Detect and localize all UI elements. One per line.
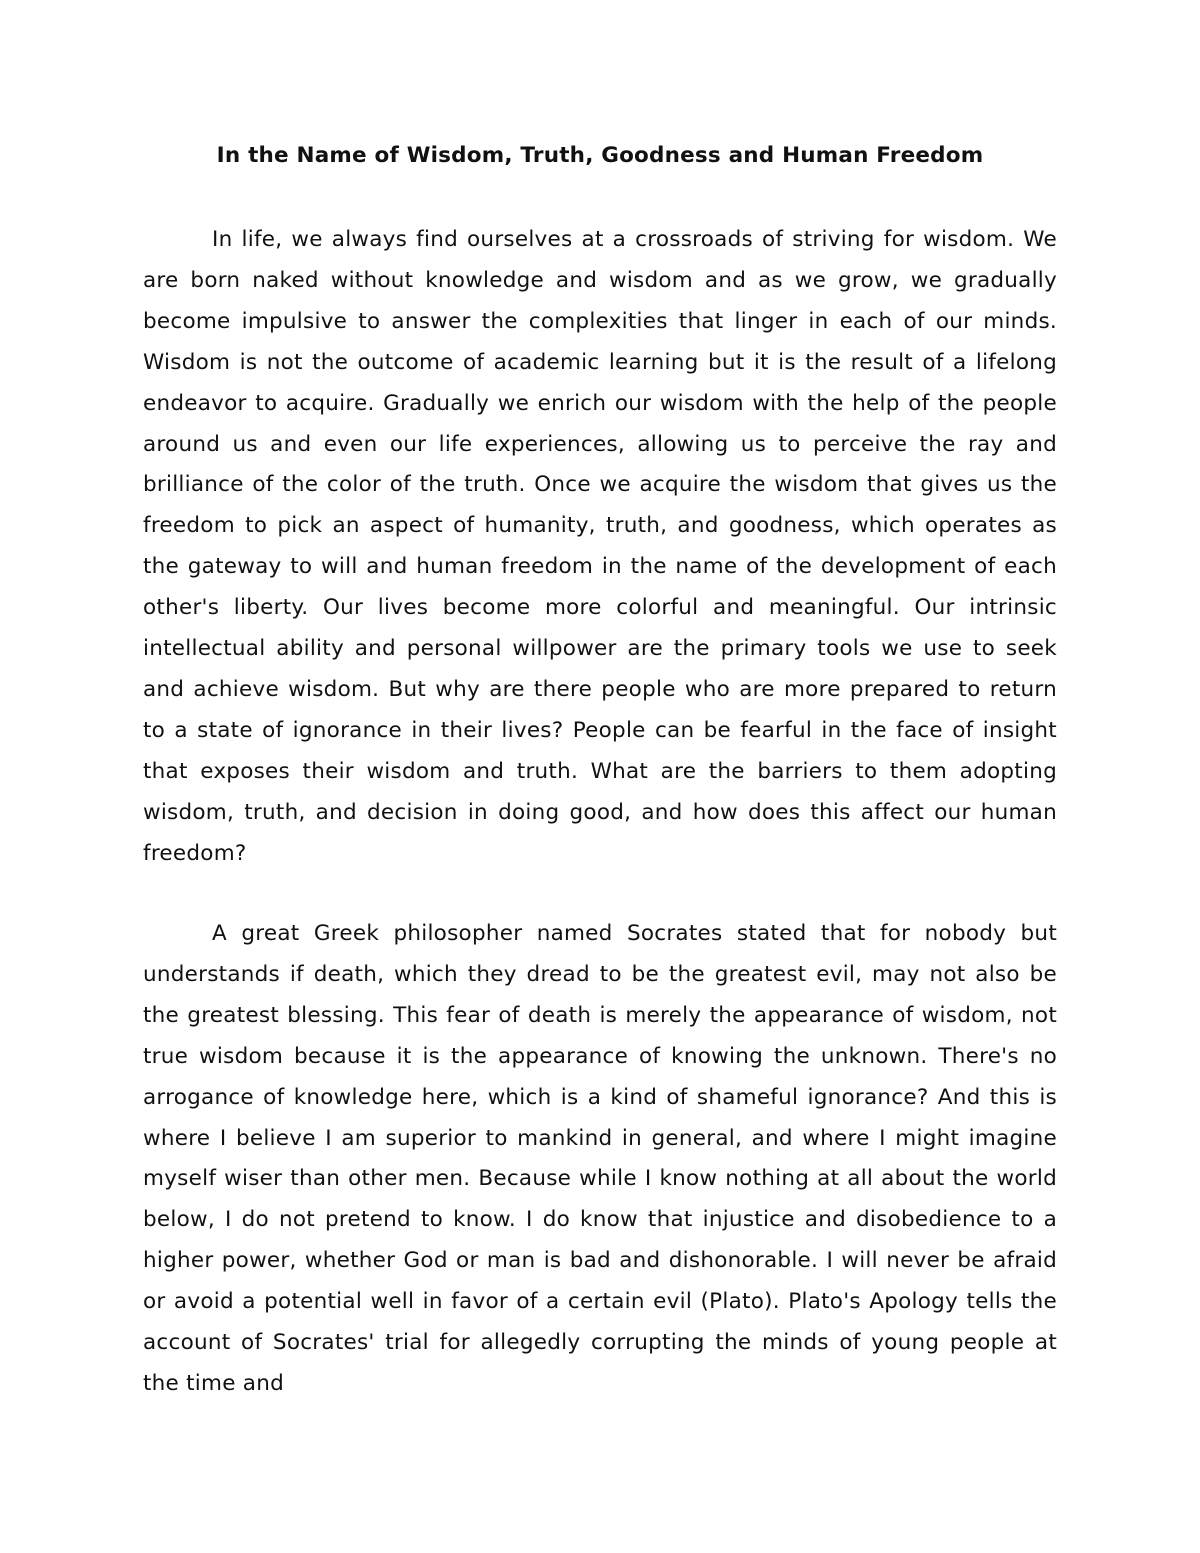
document-title: In the Name of Wisdom, Truth, Goodness and Human Freedom xyxy=(216,143,984,168)
paragraph-intro: In life, we always find ourselves at a crossroads of striving for wisdom. We are born naked without knowledge and wisdom and as we grow, we gradually become impulsive to answer the complexities that linger in each of our minds. Wisdom is not the outcome of academic learning but it is the result of a lifelong endeavor to acquire. Gradually we enrich our wisdom with the help of the people around us and even our life experiences, allowing us to perceive the ray and brilliance of the color of the truth. Once we acquire the wisdom that gives us the freedom to pick an aspect of humanity, truth, and goodness, which operates as the gateway to will and human freedom in the name of the development of each other's liberty. Our lives become more colorful and meaningful. Our intrinsic intellectual ability and personal willpower are the primary tools we use to seek and achieve wisdom. But why are there people who are more prepared to return to a state of ignorance in their lives? People can be fearful in the face of insight that exposes their wisdom and truth. What are the barriers to them adopting wisdom, truth, and decision in doing good, and how does this affect our human freedom? xyxy=(143,227,1057,866)
paragraph-socrates: A great Greek philosopher named Socrates stated that for nobody but understands if death, which they dread to be the greatest evil, may not also be the greatest blessing. This fear of death is merely the appearance of wisdom, not true wisdom because it is the appearance of knowing the unknown. There's no arrogance of knowledge here, which is a kind of shameful ignorance? And this is where I believe I am superior to mankind in general, and where I might imagine myself wiser than other men. Because while I know nothing at all about the world below, I do not pretend to know. I do know that injustice and disobedience to a higher power, whether God or man is bad and dishonorable. I will never be afraid or avoid a potential well in favor of a certain evil (Plato). Plato's Apology tells the account of Socrates' trial for allegedly corrupting the minds of young people at the time and xyxy=(143,921,1057,1396)
